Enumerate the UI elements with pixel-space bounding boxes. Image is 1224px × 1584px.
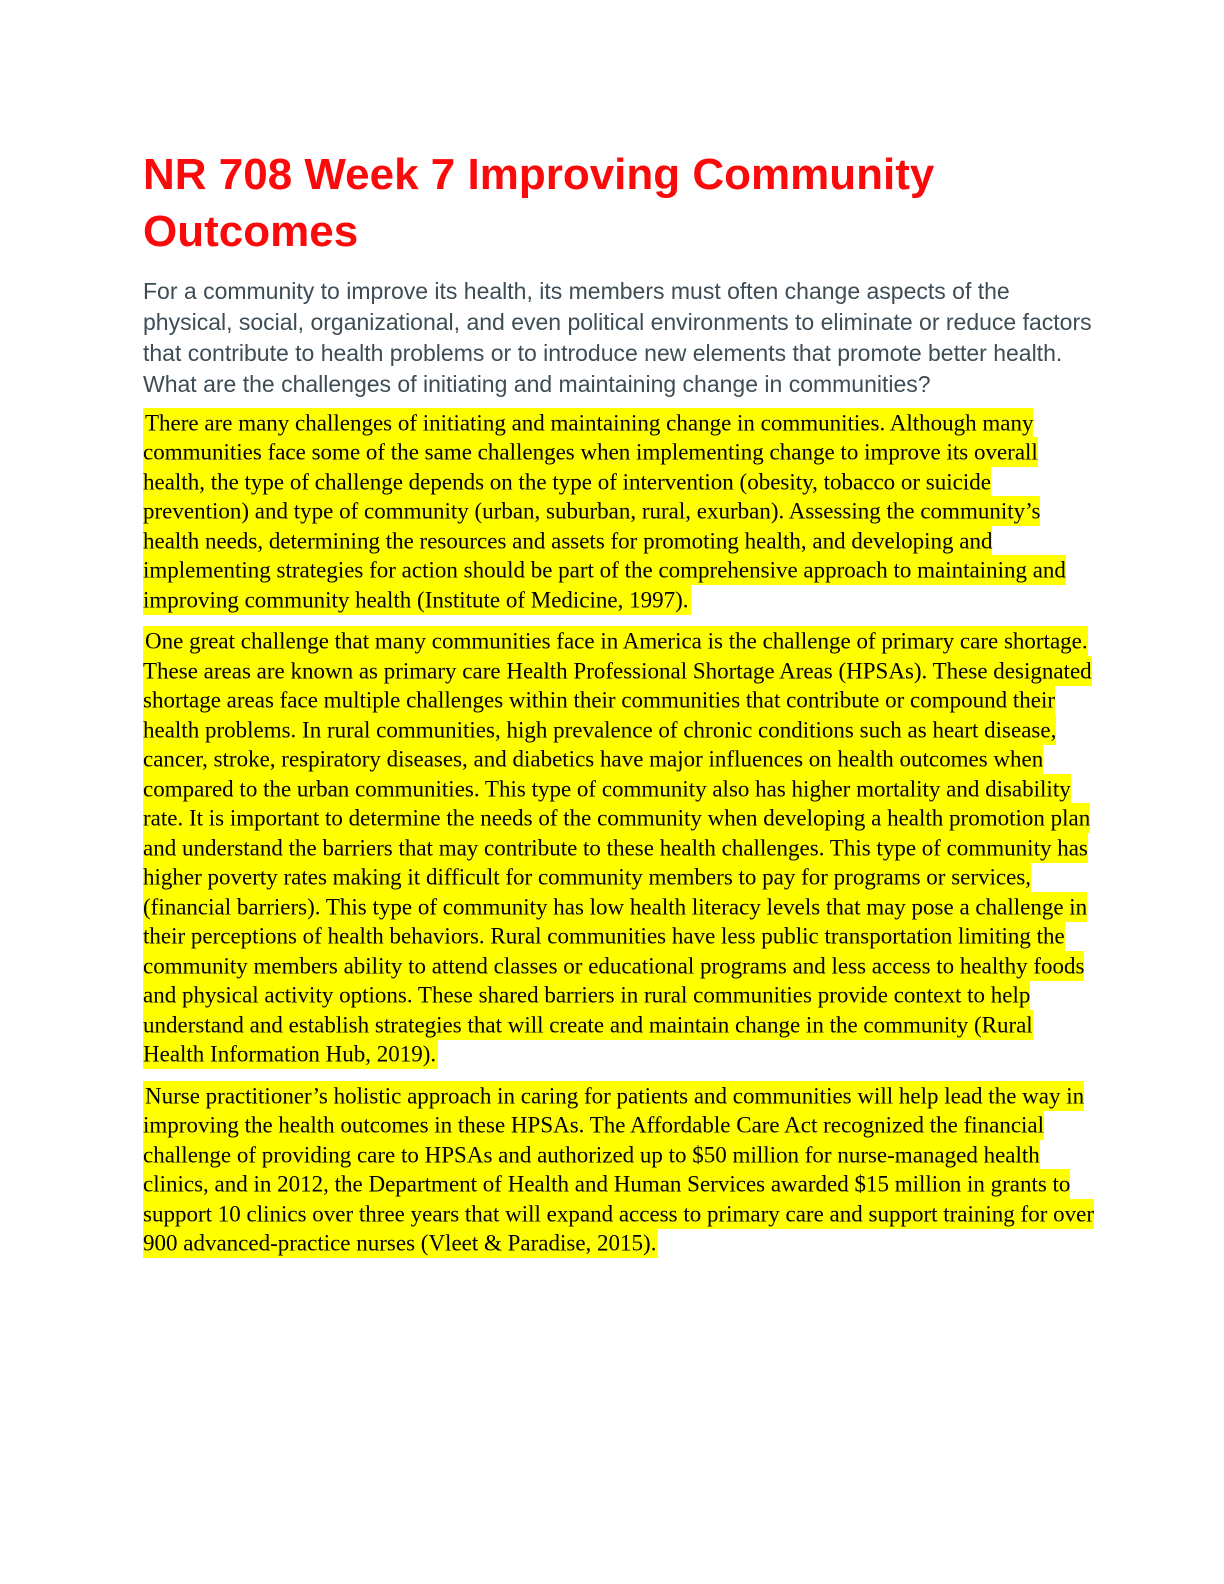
highlighted-paragraph-1 <box>143 408 1095 615</box>
highlight-mark: One great challenge that many communities face in America is the challenge of primary care shortage. These areas are known as primary care Health Professional Shortage Areas (HPSAs). These designated shortage areas face multiple challenges within their communities that contribute or compound their health problems. In rural communities, high prevalence of chronic conditions such as heart disease, cancer, stroke, respiratory diseases, and diabetics have major influences on health outcomes when compared to the urban communities. This type of community also has higher mortality and disability rate. It is important to determine the needs of the community when developing a health promotion plan and understand the barriers that may contribute to these health challenges. This type of community has higher poverty rates making it difficult for community members to pay for programs or services, (financial barriers). This type of community has low health literacy levels that may pose a challenge in their perceptions of health behaviors. Rural communities have less public transportation limiting the community members ability to attend classes or educational programs and less access to healthy foods and physical activity options. These shared barriers in rural communities provide context to help understand and establish strategies that will create and maintain change in the community (Rural Health Information Hub, 2019). <box>143 626 1092 1069</box>
highlighted-paragraph-3 <box>143 1081 1095 1258</box>
document-content <box>143 146 1095 1270</box>
page-title: NR 708 Week 7 Improving Community Outcomes <box>143 150 935 256</box>
highlighted-paragraph-2 <box>143 627 1095 1070</box>
highlight-mark: There are many challenges of initiating and maintaining change in communities. Although many communities face some of the same challenges when implementing change to improve its overall health, the type of challenge depends on the type of intervention (obesity, tobacco or suicide prevention) and type of community (urban, suburban, rural, exurban). Assessing the community’s health needs, determining the resources and assets for promoting health, and developing and implementing strategies for action should be part of the comprehensive approach to maintaining and improving community health (Institute of Medicine, 1997). <box>143 408 1066 615</box>
highlight-mark: Nurse practitioner’s holistic approach in caring for patients and communities will help lead the way in improving the health outcomes in these HPSAs. The Affordable Care Act recognized the financial challenge of providing care to HPSAs and authorized up to $50 million for nurse-managed health clinics, and in 2012, the Department of Health and Human Services awarded $15 million in grants to support 10 clinics over three years that will expand access to primary care and support training for over 900 advanced-practice nurses (Vleet & Paradise, 2015). <box>143 1081 1094 1259</box>
intro-paragraph: For a community to improve its health, its members must often change aspects of the physical, social, organizational, and even political environments to eliminate or reduce factors that contribute to health problems or to introduce new elements that promote better health. What are the challenges of initiating and maintaining change in communities? <box>143 278 1092 397</box>
